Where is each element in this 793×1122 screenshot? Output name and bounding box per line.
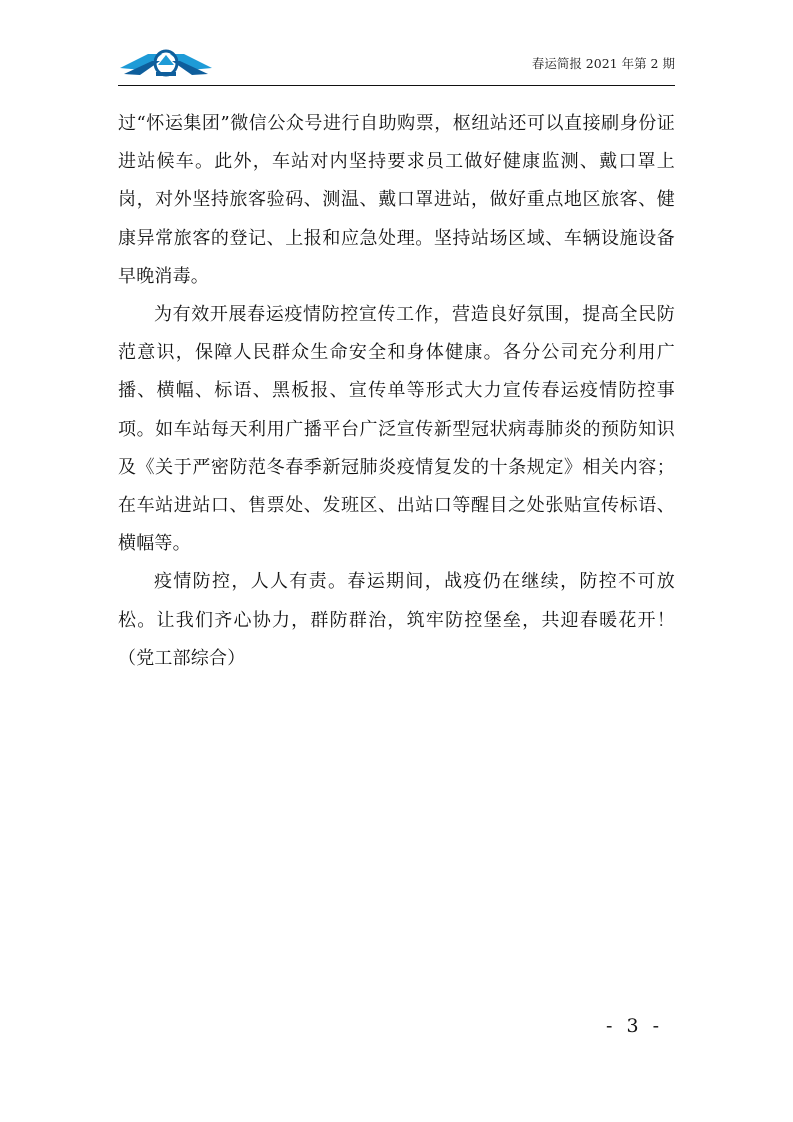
- article-body: [118, 105, 675, 678]
- issue-label: 春运简报 2021 年第 2 期: [531, 56, 675, 71]
- paragraph-2: 为有效开展春运疫情防控宣传工作，营造良好氛围，提高全民防范意识，保障人民群众生命安全和身体健康。各分公司充分利用广播、横幅、标语、黑板报、宣传单等形式大力宣传春运疫情防控事项。如车站每天利用广播平台广泛宣传新型冠状病毒肺炎的预防知识及《关于严密防范冬春季新冠肺炎疫情复发的十条规定》相关内容；在车站进站口、售票处、发班区、出站口等醒目之处张贴宣传标语、横幅等。: [118, 304, 675, 555]
- company-logo-icon: [118, 44, 214, 80]
- paragraph-1: 过“怀运集团”微信公众号进行自助购票，枢纽站还可以直接刷身份证进站候车。此外，车站对内坚持要求员工做好健康监测、戴口罩上岗，对外坚持旅客验码、测温、戴口罩进站，做好重点地区旅客、健康异常旅客的登记、上报和应急处理。坚持站场区域、车辆设施设备早晚消毒。: [118, 113, 675, 287]
- page-header: [118, 44, 675, 84]
- page-number: - 3 -: [605, 1015, 663, 1037]
- paragraph-3: 疫情防控，人人有责。春运期间，战疫仍在继续，防控不可放松。让我们齐心协力，群防群治，筑牢防控堡垒，共迎春暖花开！（党工部综合）: [118, 571, 675, 669]
- header-divider: [118, 85, 675, 86]
